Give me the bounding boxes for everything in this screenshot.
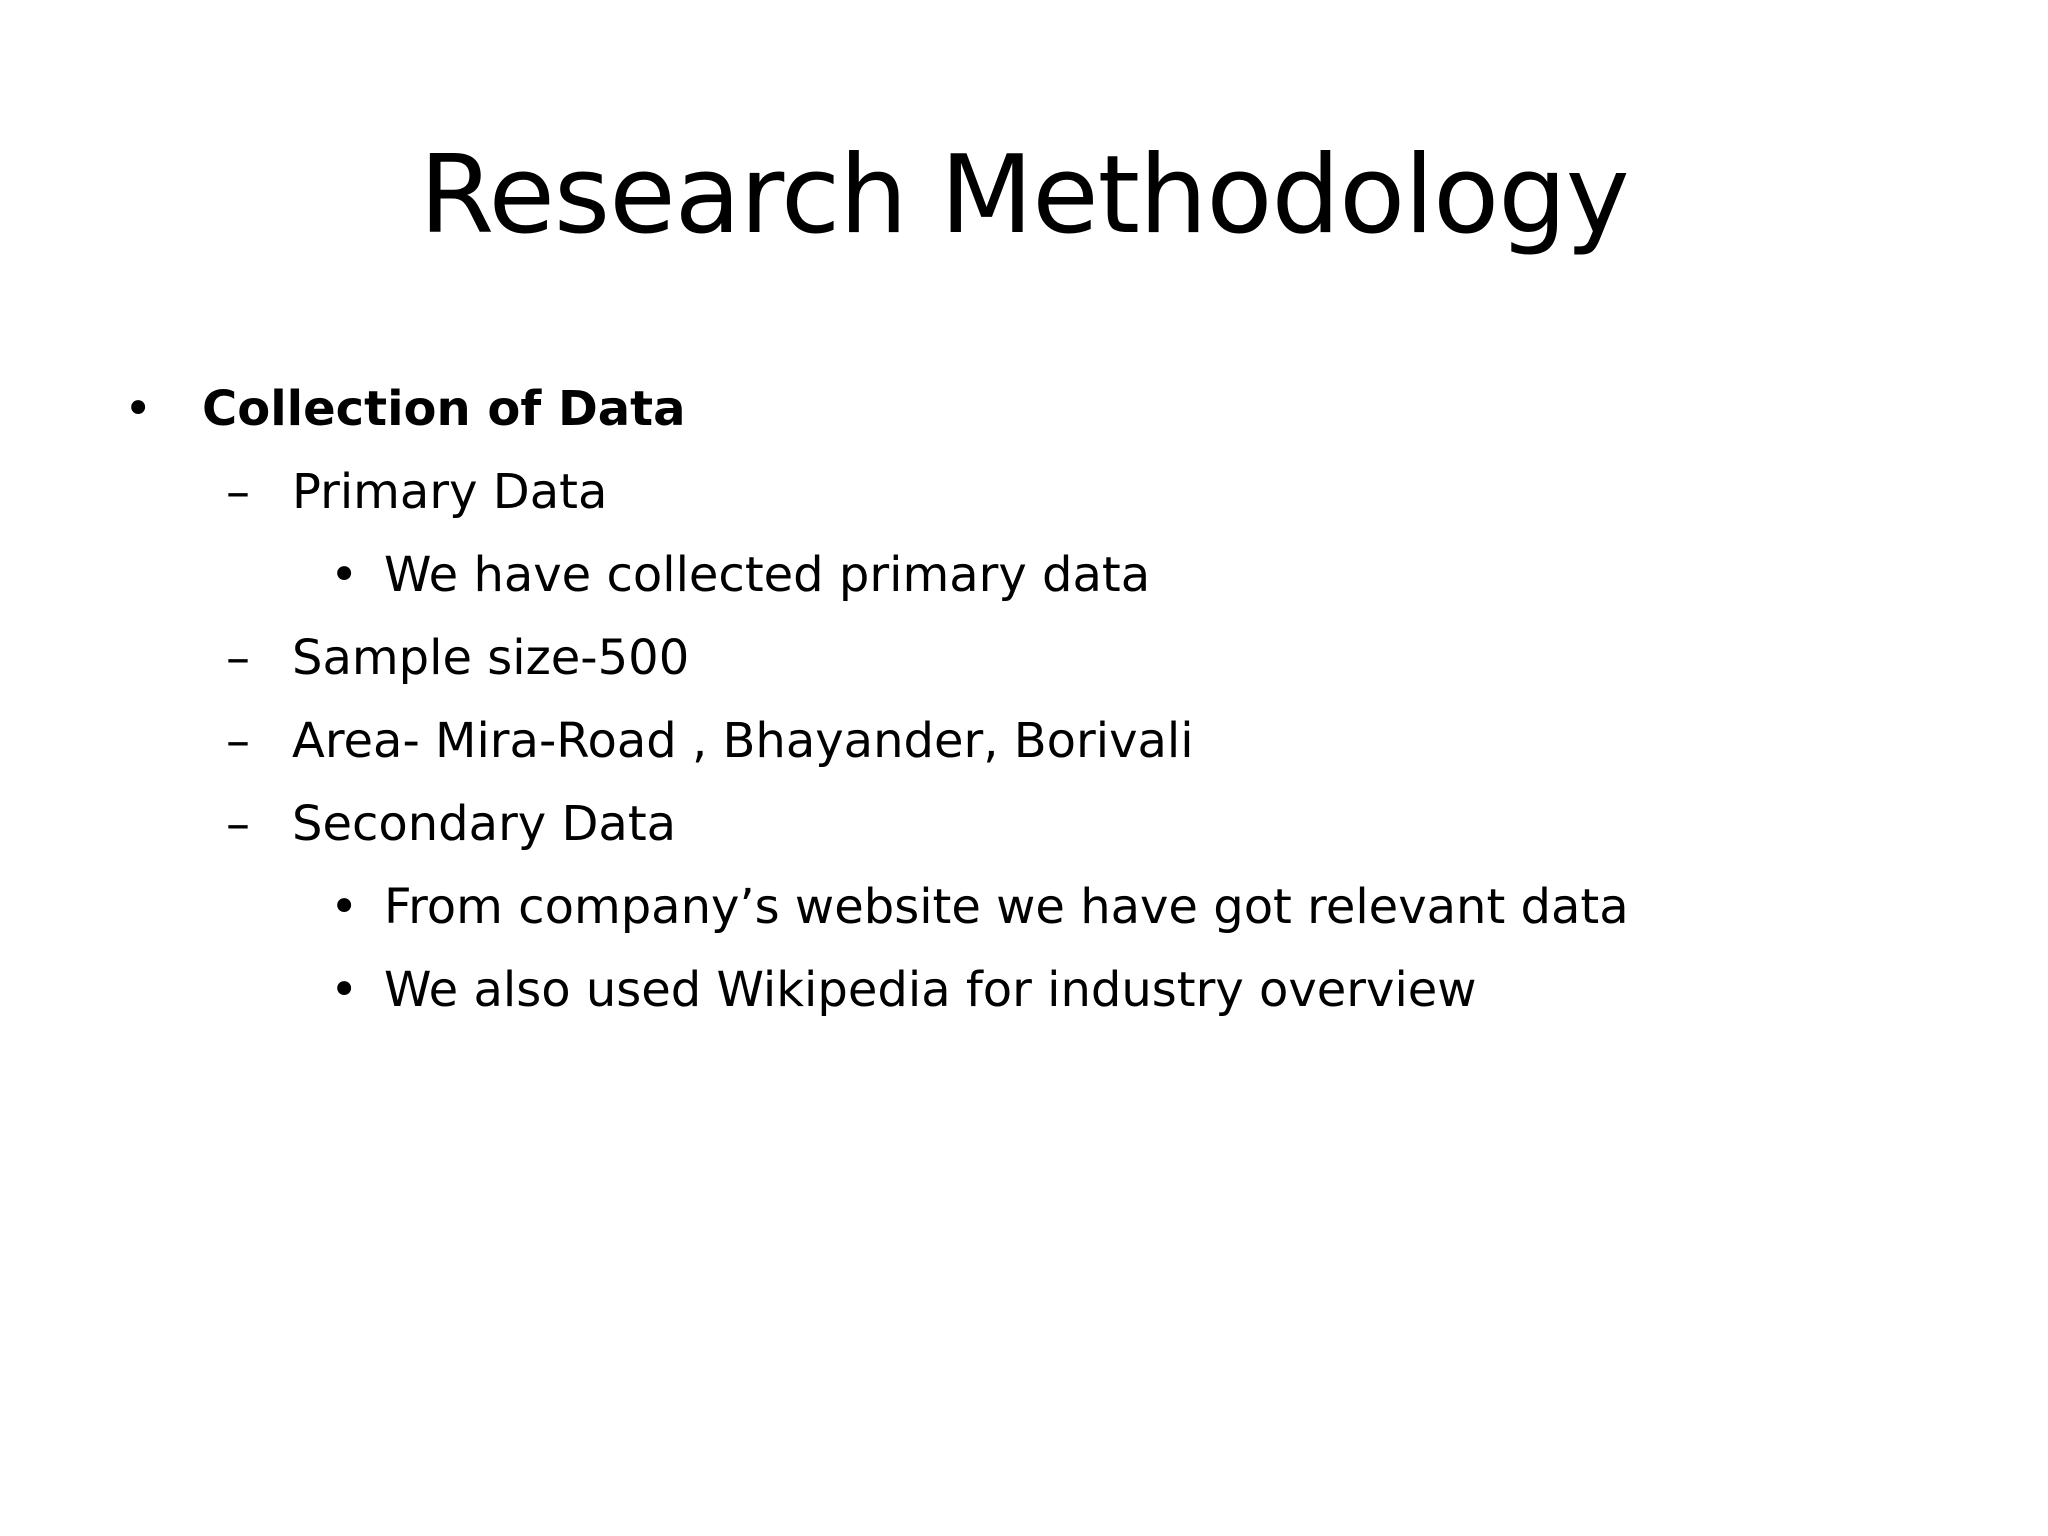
slide-title: Research Methodology — [419, 133, 1629, 258]
dash-marker: – — [226, 713, 250, 769]
list-item-company-website: From company’s website we have got relevant data — [384, 879, 1629, 935]
bullet-marker: • — [330, 879, 359, 935]
list-item-sample-size: Sample size-500 — [292, 630, 690, 686]
list-item-primary-data: Primary Data — [292, 464, 608, 520]
bullet-marker: • — [330, 962, 359, 1018]
list-item-wikipedia: We also used Wikipedia for industry overview — [384, 962, 1477, 1018]
list-item-collection-of-data: Collection of Data — [202, 381, 686, 437]
dash-marker: – — [226, 630, 250, 686]
dash-marker: – — [226, 796, 250, 852]
bullet-marker: • — [124, 381, 153, 437]
list-item-collected-primary: We have collected primary data — [384, 547, 1151, 603]
list-item-area: Area- Mira-Road , Bhayander, Borivali — [292, 713, 1194, 769]
list-item-secondary-data: Secondary Data — [292, 796, 677, 852]
bullet-marker: • — [330, 547, 359, 603]
dash-marker: – — [226, 464, 250, 520]
